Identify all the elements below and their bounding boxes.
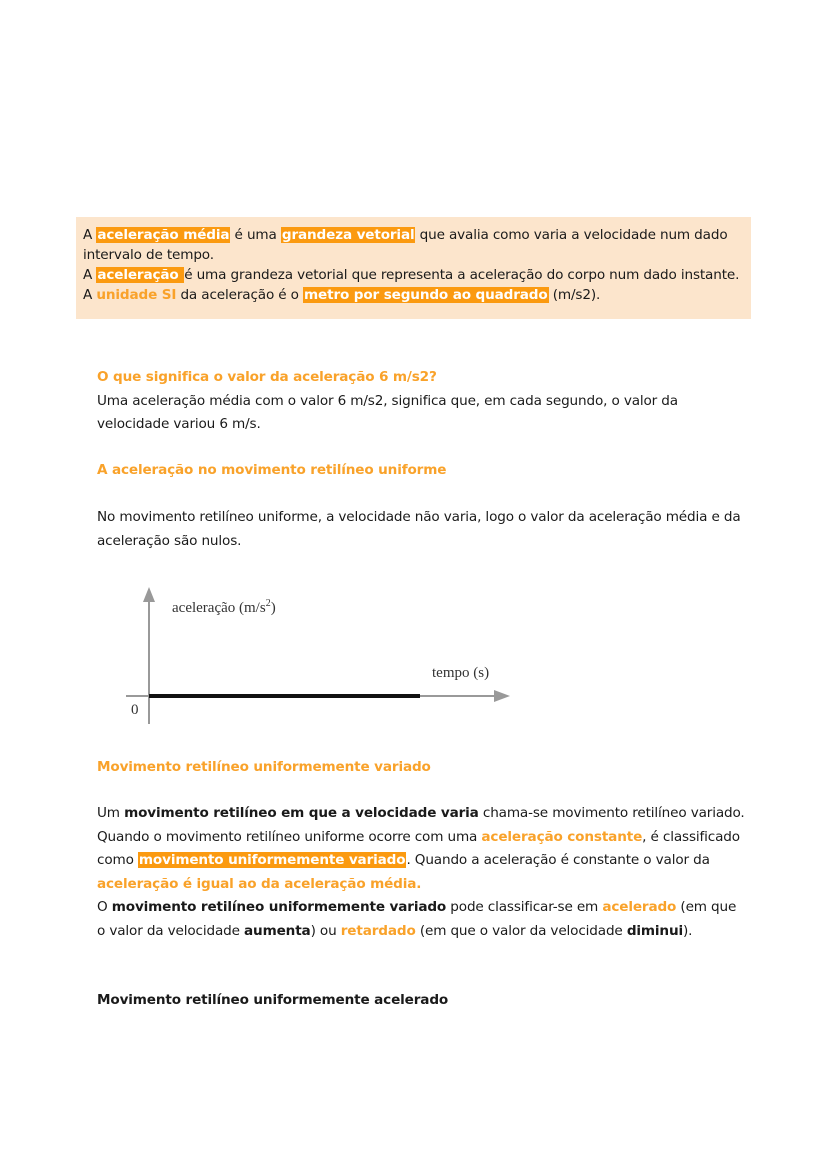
- paragraph-3: O movimento retilíneo uniformemente variado pode classificar-se em acelerado (em que o valor da velocidade aumenta) ou retardado (em que o valor da velocidade diminui).: [97, 899, 737, 939]
- y-axis-label: aceleração $(m/s^2)$: [172, 598, 276, 616]
- paragraph-2: Quando o movimento retilíneo uniforme ocorre com uma aceleração constante, é classificado como movimento uniformemente variado. Quando a aceleração é constante o valor da aceleração é igual ao da aceleração média.: [97, 828, 740, 892]
- section-heading: A aceleração no movimento retilíneo uniforme: [97, 462, 447, 478]
- definition-box: [76, 217, 751, 319]
- highlight-grandeza-vetorial: grandeza vetorial: [281, 227, 415, 243]
- section-heading: O que significa o valor da aceleração 6 m/s2?: [97, 369, 437, 385]
- highlight-metro-por-segundo: metro por segundo ao quadrado: [304, 287, 548, 303]
- acceleration-time-chart: [120, 582, 520, 727]
- section-mrua-heading: [97, 989, 747, 1013]
- highlight-movimento-uniformemente-variado: movimento uniformemente variado: [138, 852, 406, 868]
- section-text: No movimento retilíneo uniforme, a velocidade não varia, logo o valor da aceleração média e da aceleração são nulos.: [97, 509, 741, 549]
- definition-line-1: A aceleração média é uma grandeza vetorial que avalia como varia a velocidade num dado intervalo de tempo.: [83, 227, 728, 263]
- highlight-aceleracao: aceleração: [97, 267, 184, 283]
- section-heading: Movimento retilíneo uniformemente acelerado: [97, 992, 449, 1008]
- section-mru-text: [97, 506, 747, 553]
- origin-label: 0: [131, 702, 139, 718]
- definition-line-2: A aceleração é uma grandeza vetorial que representa a aceleração do corpo num dado instante. A unidade SI da aceleração é o metro por segundo ao quadrado (m/s2).: [83, 267, 740, 303]
- section-6ms2: [97, 366, 747, 437]
- unidade-si: unidade SI: [96, 287, 177, 303]
- section-text: Uma aceleração média com o valor 6 m/s2, significa que, em cada segundo, o valor da velocidade variou 6 m/s.: [97, 392, 678, 432]
- section-mru-heading: [97, 459, 747, 483]
- section-mruv-text: [97, 802, 747, 943]
- section-heading: Movimento retilíneo uniformemente variado: [97, 759, 431, 775]
- paragraph-1: Um movimento retilíneo em que a velocidade varia chama-se movimento retilíneo variado.: [97, 805, 745, 821]
- highlight-aceleracao-media: aceleração média: [97, 227, 230, 243]
- section-mruv-heading: [97, 756, 747, 780]
- x-axis-label: tempo (s): [432, 665, 490, 681]
